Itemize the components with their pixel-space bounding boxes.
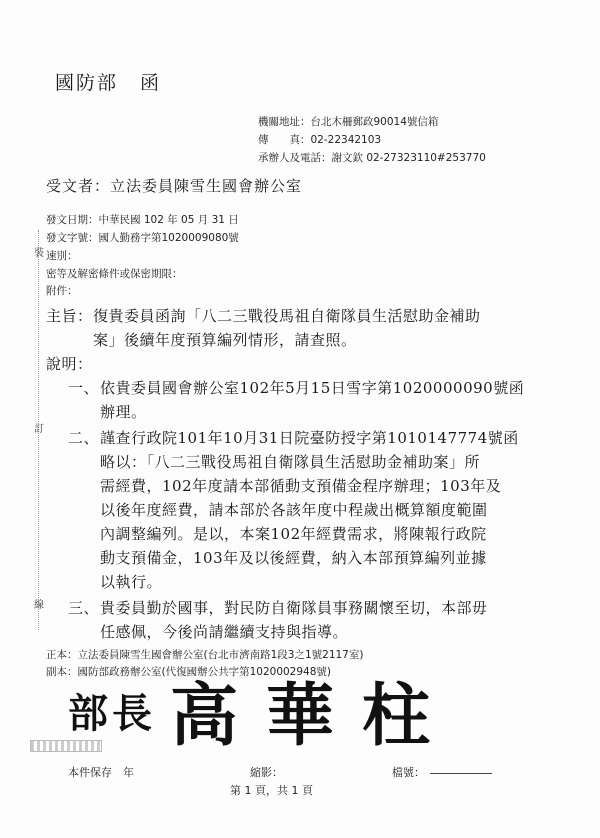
item-line: 以後年度經費，請本部於各該年度中程歲出概算額度範圍 (100, 501, 488, 519)
item-line: 內調整編列。是以，本案102年經費需求，將陳報行政院 (100, 525, 487, 543)
subject-label: 主旨： (46, 307, 93, 325)
explanation-label: 說明： (46, 355, 93, 373)
agency-fax: 傳 真：02-22342103 (258, 134, 382, 146)
minister-name: 高華柱 (170, 676, 459, 756)
item-line: 任感佩，今後尚請繼續支持與指導。 (100, 623, 349, 641)
item-line: 貴委員勤於國事，對民防自衛隊員事務關懷至切，本部毋 (100, 599, 488, 617)
item-number: 一、 (68, 379, 100, 397)
filing-number-label: 檔號： (392, 766, 425, 779)
scan-stamp-mark (30, 740, 102, 752)
item-line: 略以：「八二三戰役馬祖自衛隊員生活慰助金補助案」所 (100, 453, 481, 471)
item-line: 以執行。 (100, 573, 163, 591)
binding-mark-top: 裝 (34, 248, 44, 259)
binding-mark-middle: 訂 (34, 424, 44, 435)
microfilm-label: 縮影： (250, 766, 283, 779)
main-copy-recipient: 正本：立法委員陳雪生國會辦公室(台北市濟南路1段3之1號2117室) (46, 649, 364, 661)
filing-number-blank (430, 773, 492, 774)
binding-mark-bottom: 線 (34, 600, 44, 611)
recipient: 受文者：立法委員陳雪生國會辦公室 (46, 177, 303, 195)
item-line: 動支預備金，103年及以後經費，納入本部預算編列並據 (100, 549, 487, 567)
document-type: 函 (140, 72, 162, 94)
retention-period: 本件保存 年 (68, 766, 134, 779)
handler-contact: 承辦人及電話：謝文欽 02-27323110#253770 (258, 152, 486, 164)
page-indicator: 第 1 頁，共 1 頁 (230, 784, 313, 797)
item-number: 三、 (68, 599, 100, 617)
item-number: 二、 (68, 429, 100, 447)
item-line: 辦理。 (100, 403, 147, 421)
secondary-copy-recipient: 副本：國防部政務辦公室(代復國辦公共字第1020002948號) (46, 666, 331, 678)
document-number: 發文字號：國人勤務字第1020009080號 (46, 232, 239, 244)
minister-seal (30, 662, 575, 756)
item-line: 需經費，102年度請本部循動支預備金程序辦理；103年及 (100, 477, 502, 495)
subject-line: 案」後續年度預算編列情形，請查照。 (93, 331, 357, 349)
agency-address: 機關地址：台北木柵郵政90014號信箱 (258, 116, 439, 128)
minister-title: 部長 (68, 690, 156, 737)
subject-line: 復貴委員函詢「八二三戰役馬祖自衛隊員生活慰助金補助 (93, 307, 481, 325)
secrecy-level: 密等及解密條件或保密期限： (46, 268, 183, 280)
issuing-agency: 國防部 (55, 72, 119, 94)
issue-date: 發文日期：中華民國 102 年 05 月 31 日 (46, 214, 239, 226)
item-line: 謹查行政院101年10月31日院臺防授字第1010147774號函 (100, 429, 519, 447)
attachments: 附件： (46, 285, 78, 297)
document-title (55, 68, 161, 95)
delivery-speed: 速別： (46, 250, 78, 262)
item-line: 依貴委員國會辦公室102年5月15日雪字第1020000090號函 (100, 379, 525, 397)
